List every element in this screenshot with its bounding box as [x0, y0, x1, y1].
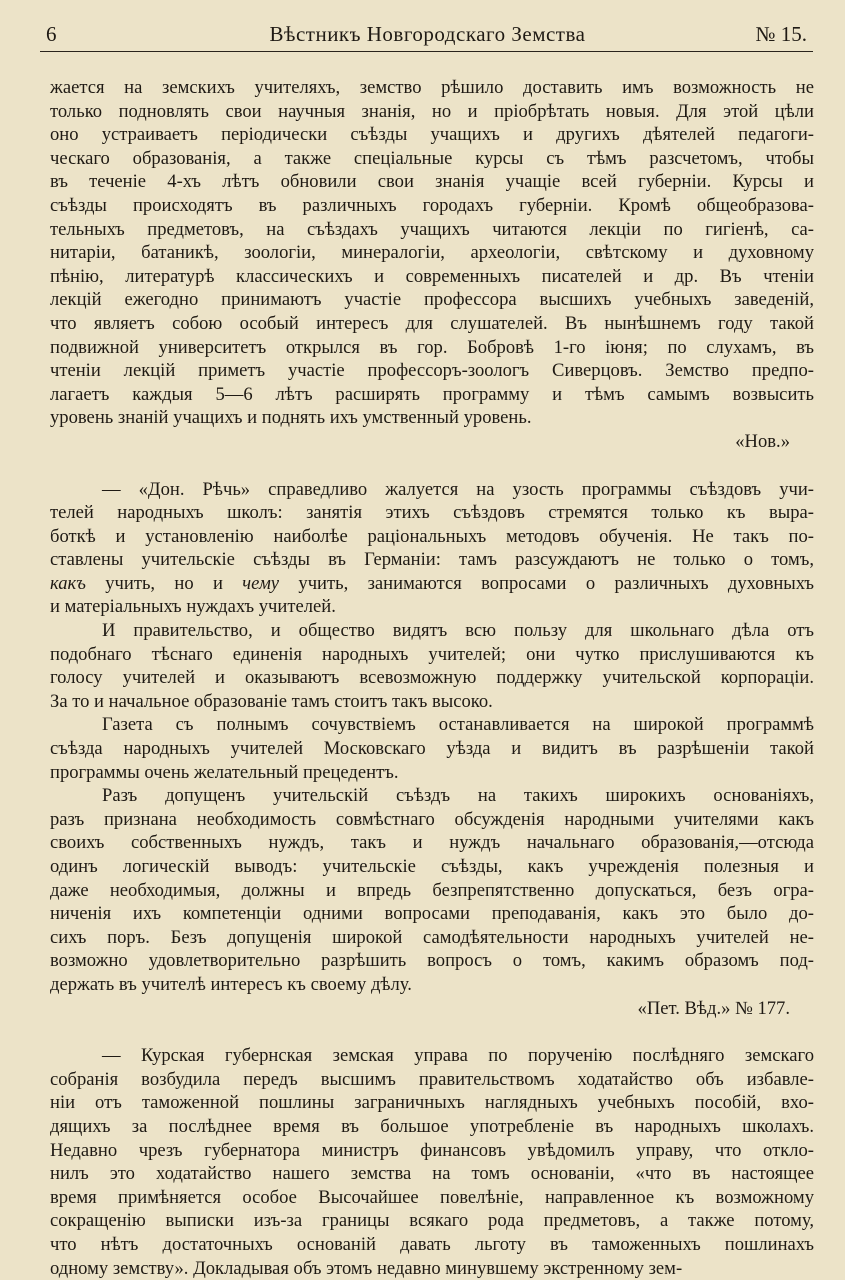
- text-line: чтеніи лекцій приметъ участіе профессоръ-зоологъ Сиверцовъ. Земство предпо-: [50, 359, 814, 383]
- text-line: и матеріальныхъ нуждахъ учителей.: [50, 595, 814, 619]
- text-line: — Курская губернская земская управа по порученію послѣдняго земскаго: [50, 1044, 814, 1068]
- text-line: время примѣняется особое Высочайшее повелѣніе, направленное къ возможному: [50, 1186, 814, 1210]
- text-line: подвижной университетъ открылся въ гор. Бобровѣ 1-го іюня; по слухамъ, въ: [50, 336, 814, 360]
- text-line: нилъ это ходатайство нашего земства на томъ основаніи, «что въ настоящее: [50, 1162, 814, 1186]
- text-line: голосу учителей и оказываютъ всевозможную поддержку учительской корпораціи.: [50, 666, 814, 690]
- text-line: тельныхъ предметовъ, на съѣздахъ учащихъ читаются лекціи по гигіенѣ, са-: [50, 218, 814, 242]
- text-line: боткѣ и установленію наиболѣе раціональныхъ методовъ обученія. Не такъ по-: [50, 525, 814, 549]
- text-line: дящихъ за послѣднее время въ большое употребленіе въ народныхъ школахъ.: [50, 1115, 814, 1139]
- text-line: собранія возбудила передъ высшимъ правительствомъ ходатайство объ избавле-: [50, 1068, 814, 1092]
- text-line: За то и начальное образованіе тамъ стоитъ такъ высоко.: [50, 690, 814, 714]
- text-line: одному земству». Докладывая объ этомъ недавно минувшему экстренному зем-: [50, 1257, 814, 1280]
- text-line: только подновлять свои научныя знанія, но и пріобрѣтать новыя. Для этой цѣли: [50, 100, 814, 124]
- text-line: какъ учить, но и чему учить, занимаются вопросами о различныхъ духовныхъ: [50, 572, 814, 596]
- text-line: сокращенію выписки изъ-за границы всякаго рода предметовъ, а также потому,: [50, 1209, 814, 1233]
- article-gap: [50, 454, 814, 478]
- text-line: И правительство, и общество видятъ всю пользу для школьнаго дѣла отъ: [50, 619, 814, 643]
- text-line: своихъ собственныхъ нуждъ, такъ и нуждъ начальнаго образованія,—отсюда: [50, 831, 814, 855]
- text-line: что нѣтъ достаточныхъ основаній давать льготу въ таможенныхъ пошлинахъ: [50, 1233, 814, 1257]
- text-line: жается на земскихъ учителяхъ, земство рѣшило доставить имъ возможность не: [50, 76, 814, 100]
- text-line: Газета съ полнымъ сочувствіемъ останавливается на широкой программѣ: [50, 713, 814, 737]
- text-line: сихъ поръ. Безъ допущенія широкой самодѣятельности народныхъ учителей не-: [50, 926, 814, 950]
- text-line: даже необходимыя, должны и впредь безпрепятственно допускаться, безъ огра-: [50, 879, 814, 903]
- source-citation: «Пет. Вѣд.» № 177.: [50, 997, 814, 1021]
- text-line: телей народныхъ школъ: занятія этихъ съѣздовъ стремятся только къ выра-: [50, 501, 814, 525]
- text-line: Разъ допущенъ учительскій съѣздъ на такихъ широкихъ основаніяхъ,: [50, 784, 814, 808]
- text-line: подобнаго тѣснаго единенія народныхъ учителей; они чутко прислушиваются къ: [50, 643, 814, 667]
- page-number: 6: [46, 22, 57, 47]
- text-line: пѣнію, литературѣ классическихъ и современныхъ писателей и др. Въ чтеніи: [50, 265, 814, 289]
- text-line: нитаріи, батаникѣ, зоологіи, минералогіи, археологіи, свѣтскому и духовному: [50, 241, 814, 265]
- text-line: съѣзда народныхъ учителей Московскаго уѣзда и видитъ въ разрѣшеніи такой: [50, 737, 814, 761]
- text-line: программы очень желательный прецедентъ.: [50, 761, 814, 785]
- text-line: что являетъ собою особый интересъ для слушателей. Въ нынѣшнемъ году такой: [50, 312, 814, 336]
- text-line: ниченія ихъ компетенціи одними вопросами преподаванія, какъ это было до-: [50, 902, 814, 926]
- journal-title: Вѣстникъ Новгородскаго Земства: [40, 22, 815, 47]
- text-line: одинъ логическій выводъ: учительскіе съѣзды, какъ учрежденія полезныя и: [50, 855, 814, 879]
- source-citation: «Нов.»: [50, 430, 814, 454]
- text-line: держать въ учителѣ интересъ къ своему дѣлу.: [50, 973, 814, 997]
- text-line: ческаго образованія, а также спеціальные курсы съ тѣмъ разсчетомъ, чтобы: [50, 147, 814, 171]
- text-line: ніи отъ таможенной пошлины заграничныхъ наглядныхъ учебныхъ пособій, вхо-: [50, 1091, 814, 1115]
- header-rule: [40, 51, 813, 52]
- article-body: [50, 76, 814, 1280]
- text-line: уровень знаній учащихъ и поднять ихъ умственный уровень.: [50, 406, 814, 430]
- running-header: [40, 22, 815, 52]
- text-line: Недавно чрезъ губернатора министръ финансовъ увѣдомилъ управу, что откло-: [50, 1139, 814, 1163]
- text-line: оно устраиваетъ періодически съѣзды учащихъ и другихъ дѣятелей педагоги-: [50, 123, 814, 147]
- text-line: возможно удовлетворительно разрѣшить вопросъ о томъ, какимъ образомъ под-: [50, 949, 814, 973]
- text-line: — «Дон. Рѣчь» справедливо жалуется на узость программы съѣздовъ учи-: [50, 478, 814, 502]
- text-line: ставлены учительскіе съѣзды въ Германіи: тамъ разсуждаютъ не только о томъ,: [50, 548, 814, 572]
- text-line: съѣзды происходятъ въ различныхъ городахъ губерніи. Кромѣ общеобразова-: [50, 194, 814, 218]
- text-line: лагаетъ каждыя 5—6 лѣтъ расширять программу и тѣмъ самымъ возвысить: [50, 383, 814, 407]
- issue-number: № 15.: [755, 22, 807, 47]
- article-gap: [50, 1020, 814, 1044]
- text-line: лекцій ежегодно принимаютъ участіе профессора высшихъ учебныхъ заведеній,: [50, 288, 814, 312]
- text-line: разъ признана необходимость совмѣстнаго обсужденія народными учителями какъ: [50, 808, 814, 832]
- text-line: въ теченіе 4-хъ лѣтъ обновили свои знанія учащіе всей губерніи. Курсы и: [50, 170, 814, 194]
